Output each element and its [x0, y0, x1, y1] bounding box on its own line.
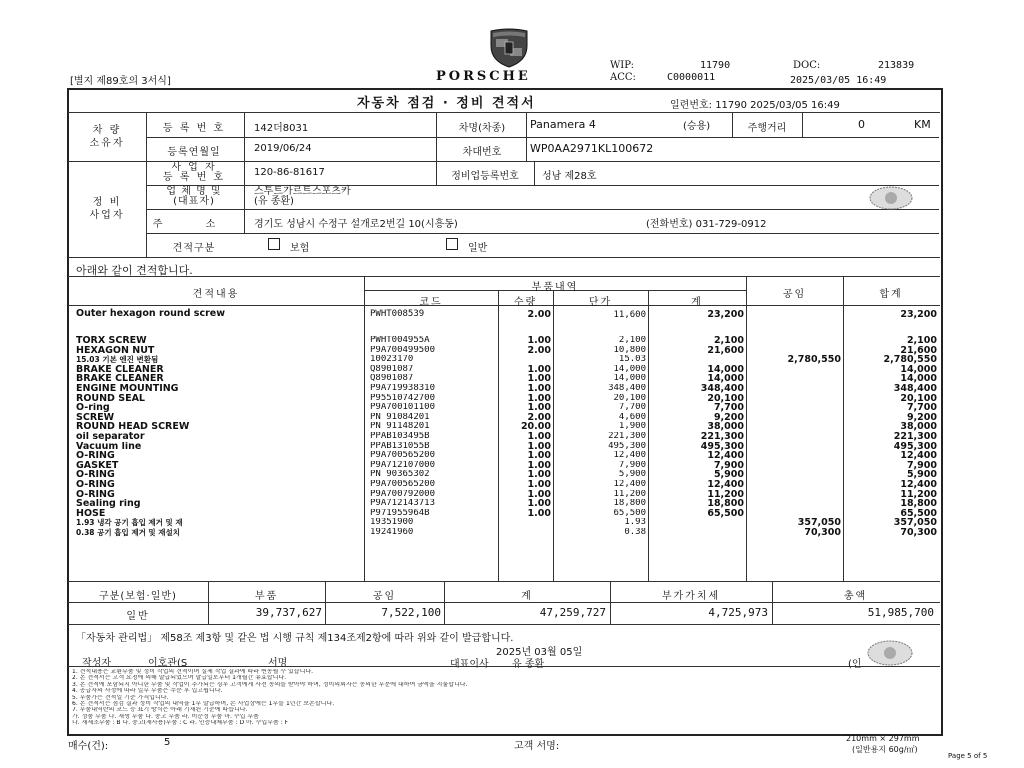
item-labor [748, 451, 841, 461]
item-labor: 2,780,550 [787, 355, 841, 365]
company-value: 스투트가르트스포츠카 (유 종환) [254, 186, 351, 207]
qty-header: 수량 [513, 297, 538, 308]
item-total: 348,400 [893, 383, 937, 394]
shop-reg-value: 성남 제28호 [542, 171, 597, 182]
item-code: PN 91148201 [370, 422, 430, 432]
item-name: O-RING [76, 479, 115, 490]
brand-logo-text: PORSCHE [436, 69, 531, 84]
item-unit: 14,000 [613, 374, 646, 384]
item-unit: 20,100 [613, 393, 646, 403]
item-total: 11,200 [900, 489, 937, 500]
ceo-name: 유 종환 [512, 659, 545, 670]
estimate-type-label: 견적구분 [172, 243, 216, 254]
item-total: 357,050 [893, 518, 937, 528]
summary-vat-value: 4,725,973 [708, 606, 768, 619]
item-sub: 221,300 [700, 431, 744, 442]
item-labor [748, 413, 841, 423]
item-name: 15.03 기본 엔진 변환됨 [76, 355, 159, 365]
acc-label: ACC: [610, 72, 636, 83]
item-labor [748, 499, 841, 509]
item-labor [748, 394, 841, 404]
page-indicator: Page 5 of 5 [948, 752, 988, 760]
phone-value: (전화번호) 031-729-0912 [646, 219, 767, 230]
note-line: 가. 정품 부품 나. 재생 부품 다. 중고 부품 라. 비순정 부품 마. 수입 부품 [72, 713, 259, 720]
insurance-option-label: 보험 [290, 243, 310, 254]
note-line: 3. 본 견적에 포함되지 아니한 부품 및 작업이 추가되는 경우 고객에게 사전 동의를 받아야 하며, 정비의뢰자는 동의한 부분에 대하여 금액을 지불합니다. [72, 681, 468, 688]
item-total: 18,800 [900, 499, 937, 509]
item-total: 495,300 [893, 441, 937, 452]
item-name: BRAKE CLEANER [76, 374, 164, 384]
item-qty: 1.00 [527, 383, 551, 394]
mileage-unit: KM [914, 118, 931, 131]
item-code: P9A712107000 [370, 460, 436, 470]
doc-value: 213839 [878, 60, 915, 71]
item-code: PN 91084201 [370, 412, 430, 422]
item-code: PWHT008539 [370, 309, 425, 319]
item-unit: 18,800 [613, 499, 646, 509]
item-sub: 495,300 [700, 441, 744, 452]
item-qty: 2.00 [527, 345, 551, 356]
summary-total-header: 총액 [843, 591, 868, 602]
note-line: 4. 공급자의 사정에 따라 일부 부품은 주문 후 입고됩니다. [72, 688, 223, 695]
item-code: P9A700565200 [370, 479, 436, 489]
content-header: 견적내용 [192, 289, 240, 300]
general-checkbox[interactable] [446, 238, 458, 250]
shop-section-label: 정 비 사업자 [89, 197, 125, 221]
item-code: PWHT004955A [370, 336, 430, 345]
item-labor [748, 384, 841, 394]
item-code: P95510742700 [370, 393, 436, 403]
item-sub: 14,000 [707, 364, 744, 375]
subtotal-header: 계 [691, 297, 703, 308]
issue-date: 2025년 03월 05일 [496, 647, 583, 658]
vin-value: WP0AA2971KL100672 [530, 142, 654, 155]
intro-text: 아래와 같이 견적합니다. [76, 264, 193, 277]
item-unit: 7,900 [618, 460, 646, 470]
document-title: 자동차 점검 · 정비 견적서 [357, 96, 536, 111]
reg-date-value: 2019/06/24 [254, 143, 312, 154]
item-code: Q8901087 [370, 364, 414, 374]
sheets-label: 매수(건): [68, 741, 109, 752]
item-unit: 1.93 [624, 518, 646, 528]
item-qty: 2.00 [527, 412, 551, 423]
mileage-label: 주행거리 [747, 123, 787, 134]
item-unit: 15.03 [618, 355, 646, 365]
item-unit-price: 11,600 [613, 310, 646, 320]
item-sub: 11,200 [707, 489, 744, 500]
item-name: O-RING [76, 470, 115, 480]
item-name: HEXAGON NUT [76, 345, 155, 356]
item-total: 7,900 [906, 460, 937, 471]
summary-sum-header: 계 [521, 591, 533, 602]
item-name: ROUND SEAL [76, 393, 145, 404]
porsche-crest-icon [487, 28, 531, 68]
summary-type-header: 구분(보험·일반) [99, 591, 177, 602]
item-sub: 12,400 [707, 479, 744, 490]
item-unit: 12,400 [613, 479, 646, 489]
item-name: ROUND HEAD SCREW [76, 422, 190, 432]
summary-total-value: 51,985,700 [867, 606, 934, 619]
note-line: 7. 부품내역란의 코드 등 표기 방식은 아래 기재된 기준에 따릅니다. [72, 707, 248, 714]
item-qty: 1.00 [527, 479, 551, 490]
item-qty: 1.00 [527, 470, 551, 480]
item-sub: 14,000 [707, 374, 744, 384]
item-total: 12,400 [900, 479, 937, 490]
item-qty: 1.00 [527, 393, 551, 404]
item-qty: 1.00 [527, 499, 551, 509]
item-qty: 2.00 [527, 309, 551, 320]
item-code: P9A719938310 [370, 383, 436, 393]
item-code: PPAB131055B [370, 441, 430, 451]
item-qty: 1.00 [527, 374, 551, 384]
item-code: P9A712143713 [370, 499, 436, 509]
item-labor [748, 509, 841, 519]
item-code: P9A700499500 [370, 345, 436, 355]
shop-reg-label: 정비업등록번호 [451, 171, 519, 182]
item-sub [650, 355, 744, 365]
item-name: GASKET [76, 460, 119, 471]
labor-header: 공임 [782, 289, 807, 300]
item-code: PPAB103495B [370, 431, 430, 441]
writer-label: 작성자 [82, 658, 111, 669]
item-code: PN 90365302 [370, 470, 430, 480]
item-sub: 7,700 [713, 403, 744, 413]
item-sub: 18,800 [707, 499, 744, 509]
item-code: P9A700565200 [370, 451, 436, 461]
summary-vat-header: 부가가치세 [661, 591, 721, 602]
sheets-value: 5 [164, 737, 171, 748]
item-code: Q8901087 [370, 374, 414, 384]
item-labor: 357,050 [797, 518, 841, 528]
form-note: [별지 제89호의 3서식] [70, 76, 171, 87]
item-labor [748, 470, 841, 480]
item-qty-column [500, 336, 551, 537]
item-total: 5,900 [906, 470, 937, 480]
item-name: 0.38 공기 흡입 제거 및 재설치 [76, 527, 181, 537]
item-name: ENGINE MOUNTING [76, 383, 179, 394]
acc-value: C0000011 [667, 72, 716, 83]
item-name: SCREW [76, 412, 115, 423]
item-codes-column [370, 336, 496, 537]
item-qty: 1.00 [527, 489, 551, 500]
item-unit: 14,000 [613, 364, 646, 374]
item-name: O-RING [76, 451, 115, 461]
item-labor [748, 480, 841, 490]
item-qty: 1.00 [527, 508, 551, 519]
item-name: Outer hexagon round screw [76, 308, 225, 319]
model-label: 차명(차종) [458, 123, 506, 134]
summary-labor-header: 공임 [372, 591, 397, 602]
item-unit: 2,100 [618, 336, 646, 345]
summary-type-value: 일반 [126, 611, 150, 622]
model-value: Panamera 4 [530, 118, 596, 131]
item-qty: 1.00 [527, 364, 551, 375]
mileage-value: 0 [858, 118, 865, 131]
item-code: P9A700792000 [370, 489, 436, 499]
item-labor [748, 461, 841, 471]
wip-label: WIP: [610, 60, 634, 71]
paper-type: (일반용지 60g/㎡) [852, 745, 918, 754]
item-sub [650, 528, 744, 538]
item-labor: 70,300 [804, 527, 841, 538]
item-unit: 4,600 [618, 412, 646, 422]
item-labor [748, 422, 841, 432]
item-total: 70,300 [900, 527, 937, 538]
reg-no-value: 142더8031 [254, 123, 309, 134]
item-name: O-RING [76, 489, 115, 500]
item-qty [500, 528, 551, 538]
item-name: BRAKE CLEANER [76, 364, 164, 375]
item-qty: 20.00 [520, 422, 551, 432]
vehicle-type: (승용) [683, 121, 711, 132]
item-sub: 348,400 [700, 383, 744, 394]
seal-mark: (인 [848, 659, 862, 670]
item-unit: 221,300 [608, 431, 646, 441]
ceo-label: 대표이사 [450, 659, 489, 670]
paper-size: 210mm × 297mm [846, 734, 920, 743]
note-line: 5. 부품가는 견적일 기준 가격입니다. [72, 694, 169, 701]
item-qty: 1.00 [527, 336, 551, 346]
item-sub: 2,100 [713, 336, 744, 346]
item-qty: 1.00 [527, 460, 551, 471]
item-total: 65,500 [900, 508, 937, 519]
item-unit-column [555, 336, 646, 537]
address-value: 경기도 성남시 수정구 설개로2번길 10(시흥동) [254, 219, 458, 230]
item-labor [748, 336, 841, 346]
item-subtotal-column [650, 336, 744, 537]
item-total: 38,000 [900, 422, 937, 432]
item-unit: 5,900 [618, 470, 646, 480]
item-name: O-ring [76, 403, 110, 413]
item-qty: 1.00 [527, 441, 551, 452]
item-unit: 65,500 [613, 508, 646, 518]
item-qty: 1.00 [527, 431, 551, 442]
item-name: 1.93 냉각 공기 흡입 제거 및 재 [76, 518, 183, 528]
item-code: P9A700101100 [370, 403, 436, 413]
item-labor-column [748, 336, 841, 537]
legal-statement: 「자동차 관리법」 제58조 제3항 및 같은 법 시행 규칙 제134조제2항에 따라 위와 같이 발급합니다. [76, 633, 514, 644]
customer-sign-label: 고객 서명: [514, 741, 560, 752]
item-qty [500, 355, 551, 365]
unit-price-header: 단가 [588, 297, 613, 308]
summary-parts-header: 부품 [254, 591, 279, 602]
item-total: 23,200 [900, 309, 937, 320]
code-header: 코드 [419, 297, 443, 308]
item-total: 14,000 [900, 374, 937, 384]
item-labor [748, 490, 841, 500]
item-total: 14,000 [900, 364, 937, 375]
item-name: Vacuum line [76, 441, 142, 452]
item-total: 12,400 [900, 451, 937, 461]
parts-header: 부품내역 [531, 282, 579, 293]
biz-no-value: 120-86-81617 [254, 167, 325, 178]
sign-label: 서명 [268, 658, 288, 669]
serial-number: 일련번호: 11790 2025/03/05 16:49 [670, 100, 840, 111]
general-option-label: 일반 [468, 243, 488, 254]
item-unit: 10,800 [613, 345, 646, 355]
item-unit: 1,900 [618, 422, 646, 432]
note-line: 2. 본 견적서는 고객 요청에 의해 발급되었으며 발급일로부터 1개월간 유효합니다. [72, 675, 287, 682]
note-line: 6. 본 견적서는 점검 결과 정비 작업의 내역을 1부 발급하며, 본 사업장에는 1부를 1년간 보존합니다. [72, 701, 335, 708]
summary-labor-value: 7,522,100 [381, 606, 441, 619]
item-total: 7,700 [906, 403, 937, 413]
item-sub [650, 518, 744, 528]
writer-name: 이호관(S [148, 658, 188, 669]
total-header: 합계 [879, 289, 903, 300]
item-total: 21,600 [900, 345, 937, 356]
doc-label: DOC: [793, 60, 821, 71]
item-unit: 12,400 [613, 451, 646, 461]
item-labor [748, 346, 841, 356]
item-qty: 1.00 [527, 451, 551, 461]
item-subtotal: 23,200 [707, 309, 744, 320]
item-total-column [845, 336, 937, 537]
reg-date-label: 등록연월일 [167, 147, 221, 158]
item-total: 221,300 [893, 431, 937, 442]
item-code: P971955964B [370, 508, 430, 518]
item-total: 2,100 [906, 336, 937, 346]
item-total: 2,780,550 [883, 355, 937, 365]
summary-parts-value: 39,737,627 [255, 606, 322, 619]
item-code: 10023170 [370, 355, 414, 365]
vin-label: 차대번호 [462, 147, 502, 158]
item-sub: 20,100 [707, 393, 744, 404]
item-sub: 21,600 [707, 345, 744, 356]
item-sub: 12,400 [707, 451, 744, 461]
note-line: 나. 재제조부품 : B 다. 중고(재사용)부품 : C 라. 인증대체부품 : D 마. 수입부품 : F [72, 720, 289, 727]
item-name: TORX SCREW [76, 336, 147, 346]
item-sub: 9,200 [713, 412, 744, 423]
item-qty: 1.00 [527, 403, 551, 413]
item-sub: 38,000 [707, 422, 744, 432]
item-total: 9,200 [906, 412, 937, 423]
summary-sum-value: 47,259,727 [539, 606, 606, 619]
header-datetime: 2025/03/05 16:49 [790, 75, 887, 86]
item-names-column [76, 336, 366, 537]
item-total: 20,100 [900, 393, 937, 404]
item-unit: 495,300 [608, 441, 646, 451]
address-label: 주 소 [152, 219, 236, 230]
item-sub: 65,500 [707, 508, 744, 519]
item-name: HOSE [76, 508, 106, 519]
insurance-checkbox[interactable] [268, 238, 280, 250]
item-name: Sealing ring [76, 499, 141, 509]
item-labor [748, 432, 841, 442]
wip-value: 11790 [700, 60, 731, 71]
item-labor [748, 374, 841, 384]
note-line: 1. 견적내용은 교환부품 및 정비 작업의 견적이며 실제 작업 결과에 따라 변동될 수 있습니다. [72, 669, 314, 675]
company-seal-icon [868, 186, 914, 214]
item-labor [748, 442, 841, 452]
item-sub: 5,900 [713, 470, 744, 480]
company-label: 업 체 명 및 (대표자) [166, 186, 222, 207]
vehicle-section-label: 차 량 소유자 [89, 125, 125, 149]
item-unit: 348,400 [608, 383, 646, 393]
notes-list [72, 669, 932, 727]
item-labor [748, 365, 841, 375]
item-code: 19351900 [370, 518, 414, 528]
reg-no-label: 등 록 번 호 [162, 123, 226, 134]
item-labor [748, 403, 841, 413]
item-code: 19241960 [370, 527, 414, 537]
item-unit: 11,200 [613, 489, 646, 499]
item-sub: 7,900 [713, 460, 744, 471]
item-name: oil separator [76, 431, 145, 442]
biz-no-label: 사 업 자 등 록 번 호 [162, 162, 226, 183]
item-unit: 7,700 [618, 403, 646, 413]
item-qty [500, 518, 551, 528]
item-unit: 0.38 [624, 527, 646, 537]
